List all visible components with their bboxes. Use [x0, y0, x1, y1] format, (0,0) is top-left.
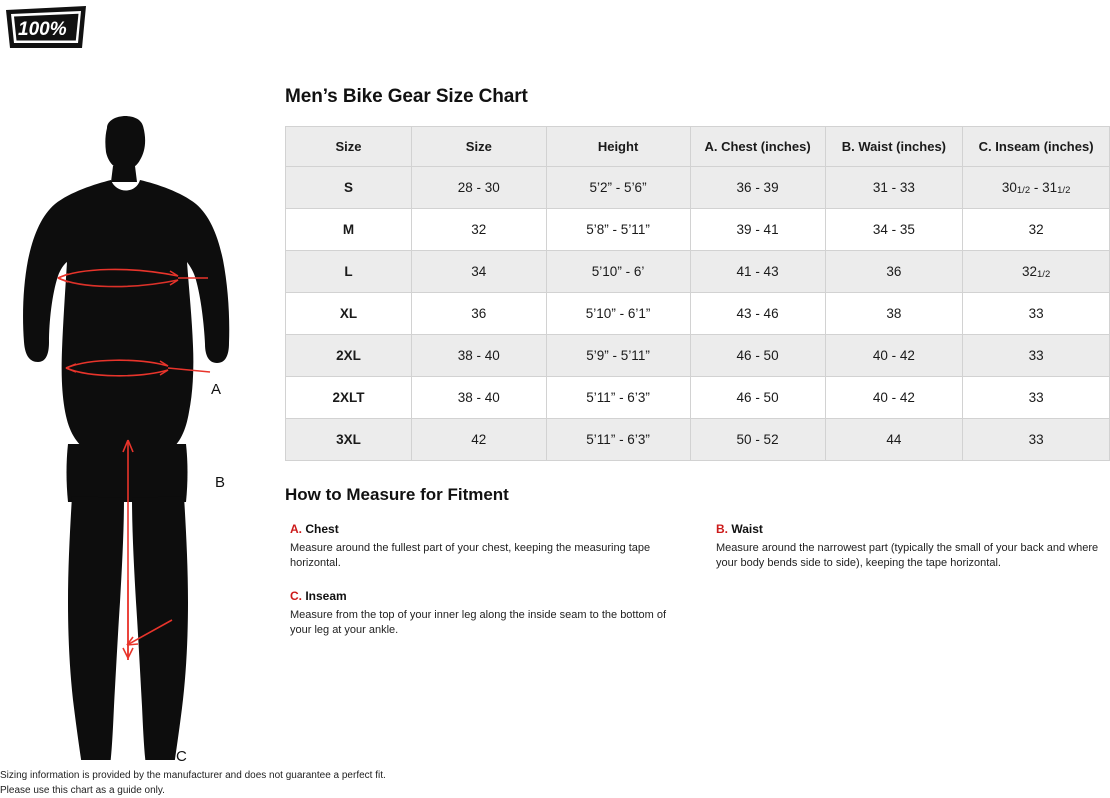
cell-size: 3XL: [286, 419, 412, 461]
inseam-fraction-2: 1/2: [1057, 185, 1070, 196]
cell-numeric-size: 28 - 30: [412, 167, 547, 209]
measure-waist-letter: B.: [716, 522, 728, 536]
cell-chest: 50 - 52: [690, 419, 825, 461]
cell-waist: 40 - 42: [825, 377, 963, 419]
cell-inseam: [963, 377, 1110, 419]
svg-text:100%: 100%: [18, 19, 67, 40]
cell-size: S: [286, 167, 412, 209]
measure-chest-label: Chest: [305, 522, 338, 536]
cell-chest: 43 - 46: [690, 293, 825, 335]
measure-inseam-body: Measure from the top of your inner leg along the inside seam to the bottom of your leg at your ankle.: [290, 608, 670, 637]
measure-chest-title: [290, 522, 670, 538]
table-row: [286, 167, 1110, 209]
inseam-fraction: 1/2: [1017, 185, 1030, 196]
cell-chest: 46 - 50: [690, 377, 825, 419]
measure-waist-label: Waist: [731, 522, 763, 536]
table-row: [286, 293, 1110, 335]
cell-height: 5’8” - 5’11”: [546, 209, 690, 251]
figure-label-c: C: [176, 748, 187, 765]
cell-inseam: [963, 335, 1110, 377]
header-size-letter: Size: [286, 127, 412, 167]
inseam-main: 33: [1029, 306, 1044, 321]
cell-inseam: [963, 167, 1110, 209]
body-measurement-figure: [0, 110, 270, 760]
measure-chest-body: Measure around the fullest part of your chest, keeping the measuring tape horizontal.: [290, 541, 670, 570]
cell-waist: 44: [825, 419, 963, 461]
cell-size: 2XL: [286, 335, 412, 377]
inseam-main: 32: [1029, 222, 1044, 237]
measure-block-chest: [290, 522, 670, 570]
table-header-row: [286, 127, 1110, 167]
footer-disclaimer: [0, 769, 386, 798]
inseam-main: 33: [1029, 390, 1044, 405]
cell-waist: 38: [825, 293, 963, 335]
cell-inseam: [963, 293, 1110, 335]
cell-size: M: [286, 209, 412, 251]
header-waist: B. Waist (inches): [825, 127, 963, 167]
figure-label-a: A: [211, 381, 221, 398]
cell-chest: 39 - 41: [690, 209, 825, 251]
cell-height: 5’10” - 6’1”: [546, 293, 690, 335]
cell-size: XL: [286, 293, 412, 335]
cell-numeric-size: 38 - 40: [412, 335, 547, 377]
cell-inseam: [963, 251, 1110, 293]
header-inseam: C. Inseam (inches): [963, 127, 1110, 167]
table-row: [286, 419, 1110, 461]
inseam-main: 32: [1022, 264, 1037, 279]
measure-block-inseam: [290, 589, 670, 637]
page-title: Men’s Bike Gear Size Chart: [285, 86, 528, 108]
cell-height: 5’9” - 5’11”: [546, 335, 690, 377]
figure-label-b: B: [215, 474, 225, 491]
cell-numeric-size: 34: [412, 251, 547, 293]
cell-numeric-size: 38 - 40: [412, 377, 547, 419]
cell-chest: 41 - 43: [690, 251, 825, 293]
header-height: Height: [546, 127, 690, 167]
measure-inseam-label: Inseam: [305, 589, 346, 603]
cell-numeric-size: 32: [412, 209, 547, 251]
table-row: [286, 251, 1110, 293]
measure-chest-letter: A.: [290, 522, 302, 536]
inseam-fraction: 1/2: [1037, 269, 1050, 280]
table-row: [286, 377, 1110, 419]
footer-line-2: Please use this chart as a guide only.: [0, 784, 386, 798]
silhouette-shape: [23, 116, 229, 760]
cell-height: 5’10” - 6’: [546, 251, 690, 293]
inseam-main: 30: [1002, 180, 1017, 195]
measure-inseam-letter: C.: [290, 589, 302, 603]
table-row: [286, 209, 1110, 251]
cell-height: 5’11” - 6’3”: [546, 377, 690, 419]
inseam-mid: - 31: [1034, 180, 1057, 195]
brand-logo: [4, 4, 88, 52]
cell-size: 2XLT: [286, 377, 412, 419]
cell-inseam: [963, 419, 1110, 461]
footer-line-1: Sizing information is provided by the manufacturer and does not guarantee a perfect fit.: [0, 769, 386, 784]
cell-height: 5’2” - 5’6”: [546, 167, 690, 209]
cell-chest: 46 - 50: [690, 335, 825, 377]
cell-inseam: [963, 209, 1110, 251]
cell-size: L: [286, 251, 412, 293]
table-row: [286, 335, 1110, 377]
measure-waist-title: [716, 522, 1110, 538]
inseam-main: 33: [1029, 432, 1044, 447]
header-size-numeric: Size: [412, 127, 547, 167]
inseam-main: 33: [1029, 348, 1044, 363]
cell-waist: 31 - 33: [825, 167, 963, 209]
measure-block-waist: [716, 522, 1110, 570]
cell-waist: 36: [825, 251, 963, 293]
how-to-measure-heading: How to Measure for Fitment: [285, 485, 509, 505]
cell-numeric-size: 36: [412, 293, 547, 335]
measure-waist-body: Measure around the narrowest part (typically the small of your back and where your body bends side to side), keeping the tape horizontal.: [716, 541, 1110, 570]
cell-height: 5’11” - 6’3”: [546, 419, 690, 461]
measure-inseam-title: [290, 589, 670, 605]
cell-chest: 36 - 39: [690, 167, 825, 209]
cell-numeric-size: 42: [412, 419, 547, 461]
cell-waist: 34 - 35: [825, 209, 963, 251]
size-chart-table: [285, 126, 1110, 461]
header-chest: A. Chest (inches): [690, 127, 825, 167]
cell-waist: 40 - 42: [825, 335, 963, 377]
